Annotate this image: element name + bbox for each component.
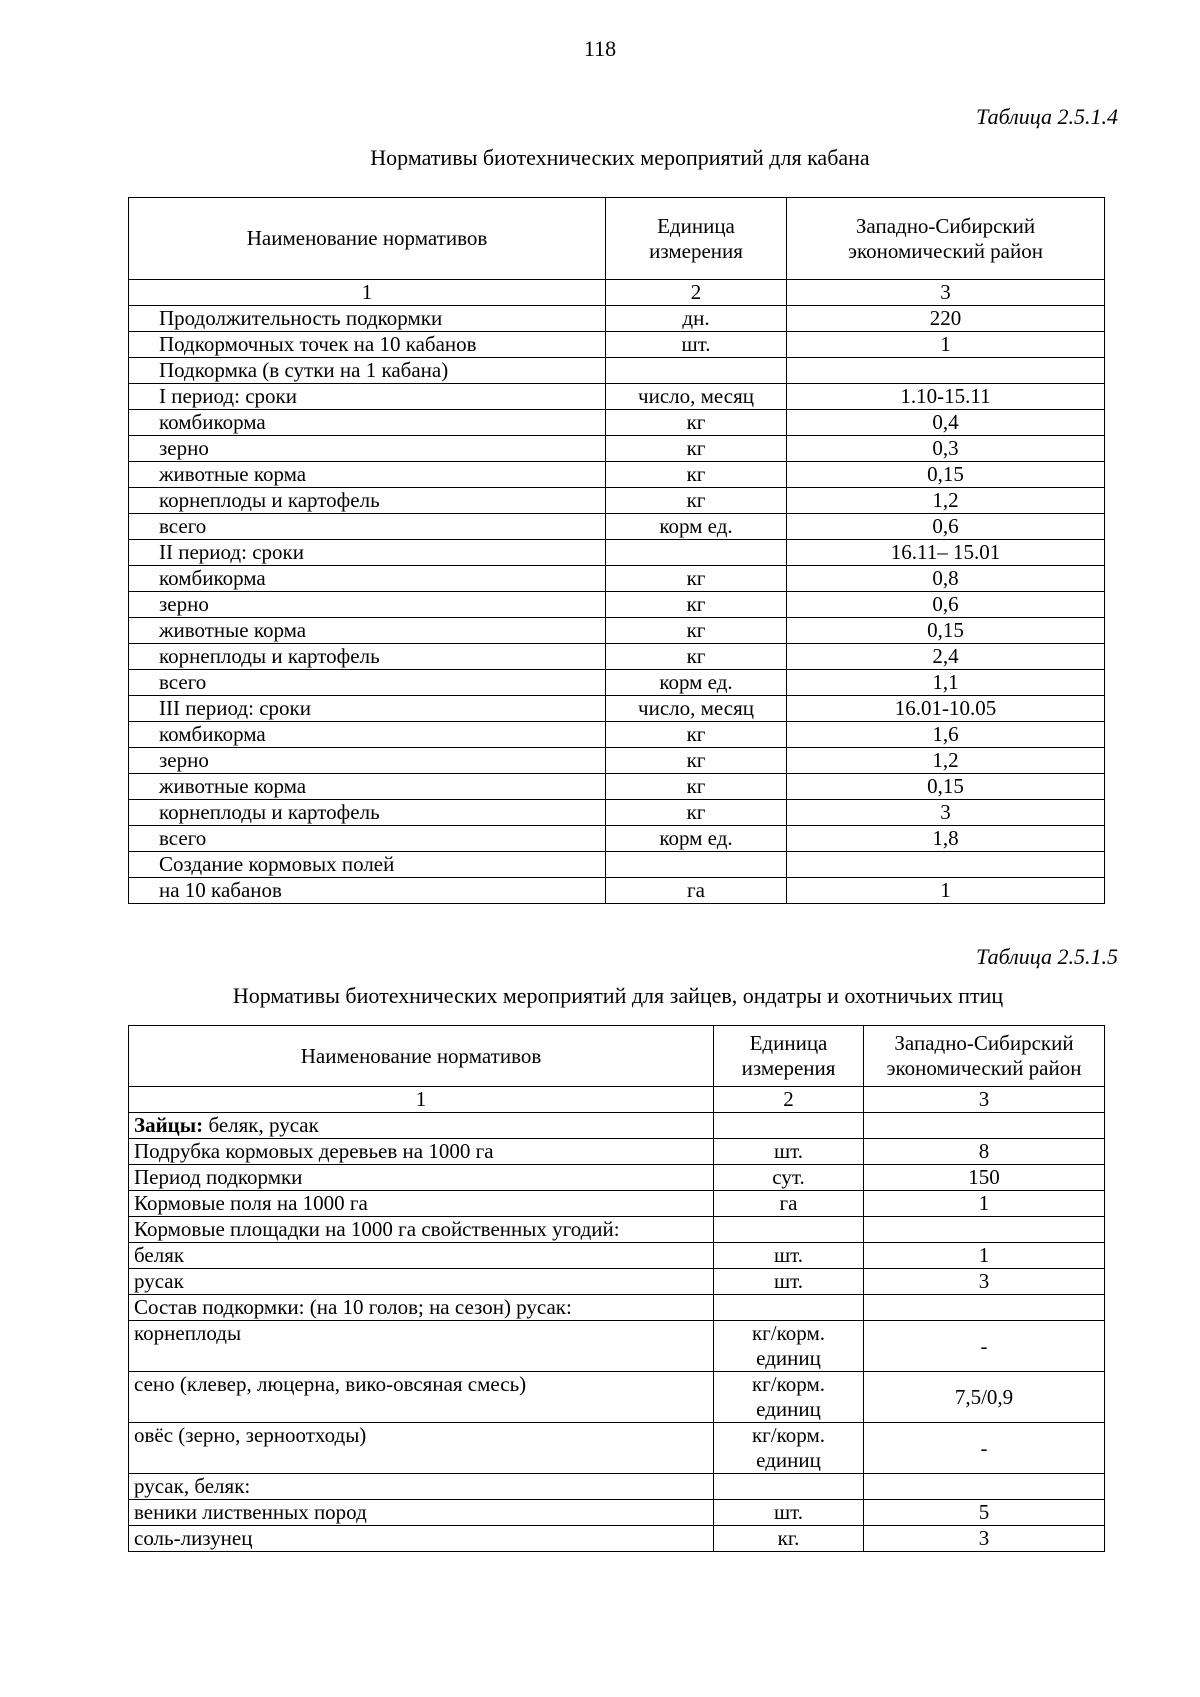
table2-row-value: 3 xyxy=(864,1269,1105,1295)
table2-row-name: беляк xyxy=(129,1243,714,1269)
table1-row xyxy=(129,540,1105,566)
table1-row-unit: кг xyxy=(606,592,787,618)
table2-row xyxy=(129,1372,1105,1423)
table1-row-name: корнеплоды и картофель xyxy=(129,644,606,670)
table1-row-value: 0,15 xyxy=(787,774,1105,800)
table2-header-name: Наименование нормативов xyxy=(129,1026,714,1087)
table1-header-name: Наименование нормативов xyxy=(129,198,606,280)
table2-section-rest: беляк, русак xyxy=(203,1113,319,1137)
table2-row-name: веники лиственных пород xyxy=(129,1500,714,1526)
table1-row xyxy=(129,878,1105,904)
table2-row xyxy=(129,1269,1105,1295)
table1-row-value: 1,1 xyxy=(787,670,1105,696)
table1-colnum-1: 1 xyxy=(129,280,606,306)
table2-row-unit: шт. xyxy=(714,1500,864,1526)
table1-row-value: 0,3 xyxy=(787,436,1105,462)
table1-row-name: на 10 кабанов xyxy=(129,878,606,904)
table2-row-unit: шт. xyxy=(714,1139,864,1165)
table1-caption: Таблица 2.5.1.4 xyxy=(976,104,1118,129)
table2-row-value xyxy=(864,1217,1105,1243)
table1-colnum-2: 2 xyxy=(606,280,787,306)
table2-row-value: 1 xyxy=(864,1243,1105,1269)
table2-row-value: - xyxy=(864,1423,1105,1474)
table1-row xyxy=(129,514,1105,540)
table2-row-unit: кг. xyxy=(714,1526,864,1552)
table1-row xyxy=(129,462,1105,488)
table2-row-name: Кормовые площадки на 1000 га свойственных угодий: xyxy=(129,1217,714,1243)
table1-row xyxy=(129,696,1105,722)
table1-row-unit: кг xyxy=(606,774,787,800)
table1-row xyxy=(129,670,1105,696)
table2-row-name: соль-лизунец xyxy=(129,1526,714,1552)
table1-row xyxy=(129,384,1105,410)
table1-row-unit: дн. xyxy=(606,306,787,332)
table2-row-name: Период подкормки xyxy=(129,1165,714,1191)
table2-row-unit: шт. xyxy=(714,1243,864,1269)
table1-row-value: 0,4 xyxy=(787,410,1105,436)
table2-row xyxy=(129,1474,1105,1500)
table1-row-value: 1,8 xyxy=(787,826,1105,852)
table2-row-name: овёс (зерно, зерноотходы) xyxy=(129,1423,714,1474)
table2-row-value: 3 xyxy=(864,1526,1105,1552)
table1-row-value: 1 xyxy=(787,878,1105,904)
table2-section-value xyxy=(864,1113,1105,1139)
table1-row-unit: га xyxy=(606,878,787,904)
table1-row xyxy=(129,800,1105,826)
table1-row-value: 0,15 xyxy=(787,618,1105,644)
table1-row-unit xyxy=(606,540,787,566)
table1 xyxy=(128,197,1105,904)
table1-row-name: комбикорма xyxy=(129,410,606,436)
table1-row-unit: кг xyxy=(606,618,787,644)
table1-row-value: 0,6 xyxy=(787,514,1105,540)
table2-header-unit: Единица измерения xyxy=(714,1026,864,1087)
table1-row-value: 1,6 xyxy=(787,722,1105,748)
table1-row-value: 1,2 xyxy=(787,488,1105,514)
table2-row xyxy=(129,1165,1105,1191)
table1-row-name: III период: сроки xyxy=(129,696,606,722)
table1-row-name: всего xyxy=(129,670,606,696)
table2-row-name: Подрубка кормовых деревьев на 1000 га xyxy=(129,1139,714,1165)
table2-row-unit xyxy=(714,1217,864,1243)
table2-row-value xyxy=(864,1474,1105,1500)
table1-row-name: зерно xyxy=(129,592,606,618)
table1-row xyxy=(129,488,1105,514)
table1-row-name: всего xyxy=(129,826,606,852)
table2-row-name: корнеплоды xyxy=(129,1321,714,1372)
table1-row-value xyxy=(787,358,1105,384)
table1-row xyxy=(129,306,1105,332)
table1-row xyxy=(129,410,1105,436)
table1-colnum-3: 3 xyxy=(787,280,1105,306)
table2-row xyxy=(129,1191,1105,1217)
table1-row-value: 1,2 xyxy=(787,748,1105,774)
table2-row-name: сено (клевер, люцерна, вико-овсяная смесь) xyxy=(129,1372,714,1423)
table2-row-value: 5 xyxy=(864,1500,1105,1526)
table1-row-name: зерно xyxy=(129,748,606,774)
table1-row-unit: кг xyxy=(606,644,787,670)
table2-row-unit xyxy=(714,1474,864,1500)
table1-row xyxy=(129,618,1105,644)
table1-row-unit: кг xyxy=(606,566,787,592)
table2-row-value: 1 xyxy=(864,1191,1105,1217)
table2-row-value: 8 xyxy=(864,1139,1105,1165)
table1-row-value: 3 xyxy=(787,800,1105,826)
table2-row xyxy=(129,1321,1105,1372)
table2-row-name: русак, беляк: xyxy=(129,1474,714,1500)
table2-section-hares xyxy=(129,1113,714,1139)
table2-row-unit: га xyxy=(714,1191,864,1217)
table2-row-name: русак xyxy=(129,1269,714,1295)
table1-row-unit: кг xyxy=(606,800,787,826)
page-number: 118 xyxy=(583,36,617,61)
table2-row-value: - xyxy=(864,1321,1105,1372)
table1-row-name: животные корма xyxy=(129,618,606,644)
table2-colnum-3: 3 xyxy=(864,1087,1105,1113)
table1-row-name: Подкормочных точек на 10 кабанов xyxy=(129,332,606,358)
table1-row xyxy=(129,774,1105,800)
table1-row-value: 0,6 xyxy=(787,592,1105,618)
table2-header-region: Западно-Сибирский экономический район xyxy=(864,1026,1105,1087)
table1-row-name: комбикорма xyxy=(129,722,606,748)
table1-row-name: I период: сроки xyxy=(129,384,606,410)
table1-row xyxy=(129,436,1105,462)
table2-row xyxy=(129,1295,1105,1321)
table1-row-unit: кг xyxy=(606,722,787,748)
table1-row-unit: корм ед. xyxy=(606,826,787,852)
table1-row-name: II период: сроки xyxy=(129,540,606,566)
table1-row-name: Продолжительность подкормки xyxy=(129,306,606,332)
table2-row xyxy=(129,1526,1105,1552)
table1-row-name: корнеплоды и картофель xyxy=(129,800,606,826)
table1-row-unit: шт. xyxy=(606,332,787,358)
table1-row-unit: корм ед. xyxy=(606,670,787,696)
table2-row-name: Состав подкормки: (на 10 голов; на сезон) русак: xyxy=(129,1295,714,1321)
table1-row xyxy=(129,826,1105,852)
table2-colnum-2: 2 xyxy=(714,1087,864,1113)
table1-row-value: 1 xyxy=(787,332,1105,358)
table2-row-value xyxy=(864,1295,1105,1321)
table1-row-unit: кг xyxy=(606,462,787,488)
table1-row-name: животные корма xyxy=(129,462,606,488)
table1-row xyxy=(129,566,1105,592)
table1-row-value: 1.10-15.11 xyxy=(787,384,1105,410)
table1-row-unit: кг xyxy=(606,436,787,462)
table2-title: Нормативы биотехнических мероприятий для зайцев, ондатры и охотничьих птиц xyxy=(232,983,1004,1008)
table1-row-unit: число, месяц xyxy=(606,696,787,722)
table1-row-name: зерно xyxy=(129,436,606,462)
table1-row-value: 16.11– 15.01 xyxy=(787,540,1105,566)
table1-row-name: всего xyxy=(129,514,606,540)
table1-row-unit: кг xyxy=(606,410,787,436)
table2-colnum-1: 1 xyxy=(129,1087,714,1113)
table1-row-unit: кг xyxy=(606,488,787,514)
table1-title: Нормативы биотехнических мероприятий для кабана xyxy=(370,145,870,170)
table1-row-unit xyxy=(606,852,787,878)
table1-row-unit: кг xyxy=(606,748,787,774)
table1-row xyxy=(129,722,1105,748)
table2-row xyxy=(129,1139,1105,1165)
table1-row-unit xyxy=(606,358,787,384)
table2-row-value: 7,5/0,9 xyxy=(864,1372,1105,1423)
table1-row-name: животные корма xyxy=(129,774,606,800)
table1-row-name: корнеплоды и картофель xyxy=(129,488,606,514)
table1-header-region: Западно-Сибирский экономический район xyxy=(787,198,1105,280)
table2-row xyxy=(129,1243,1105,1269)
table1-row-value: 0,8 xyxy=(787,566,1105,592)
table2-row-name: Кормовые поля на 1000 га xyxy=(129,1191,714,1217)
table2-row-unit: шт. xyxy=(714,1269,864,1295)
table1-row-value xyxy=(787,852,1105,878)
table1-row xyxy=(129,644,1105,670)
table1-row xyxy=(129,332,1105,358)
table1-row-name: Создание кормовых полей xyxy=(129,852,606,878)
table1-row-value: 16.01-10.05 xyxy=(787,696,1105,722)
table2-row-unit: кг/корм. единиц xyxy=(714,1321,864,1372)
table2-row-unit xyxy=(714,1295,864,1321)
table2 xyxy=(128,1025,1105,1552)
table1-row-name: Подкормка (в сутки на 1 кабана) xyxy=(129,358,606,384)
table1-row-value: 220 xyxy=(787,306,1105,332)
table1-row-unit: корм ед. xyxy=(606,514,787,540)
table1-row xyxy=(129,852,1105,878)
table2-row xyxy=(129,1423,1105,1474)
table2-section-bold: Зайцы: xyxy=(134,1113,204,1137)
table2-row-unit: кг/корм. единиц xyxy=(714,1423,864,1474)
table1-row xyxy=(129,592,1105,618)
table2-row xyxy=(129,1217,1105,1243)
table2-row-unit: сут. xyxy=(714,1165,864,1191)
table1-row-unit: число, месяц xyxy=(606,384,787,410)
table2-row-unit: кг/корм. единиц xyxy=(714,1372,864,1423)
table2-section-unit xyxy=(714,1113,864,1139)
table1-row-value: 0,15 xyxy=(787,462,1105,488)
table1-row-value: 2,4 xyxy=(787,644,1105,670)
table1-row-name: комбикорма xyxy=(129,566,606,592)
table1-row xyxy=(129,358,1105,384)
table1-header-unit: Единица измерения xyxy=(606,198,787,280)
table2-row-value: 150 xyxy=(864,1165,1105,1191)
table2-row xyxy=(129,1500,1105,1526)
table2-caption: Таблица 2.5.1.5 xyxy=(976,944,1118,969)
table1-row xyxy=(129,748,1105,774)
